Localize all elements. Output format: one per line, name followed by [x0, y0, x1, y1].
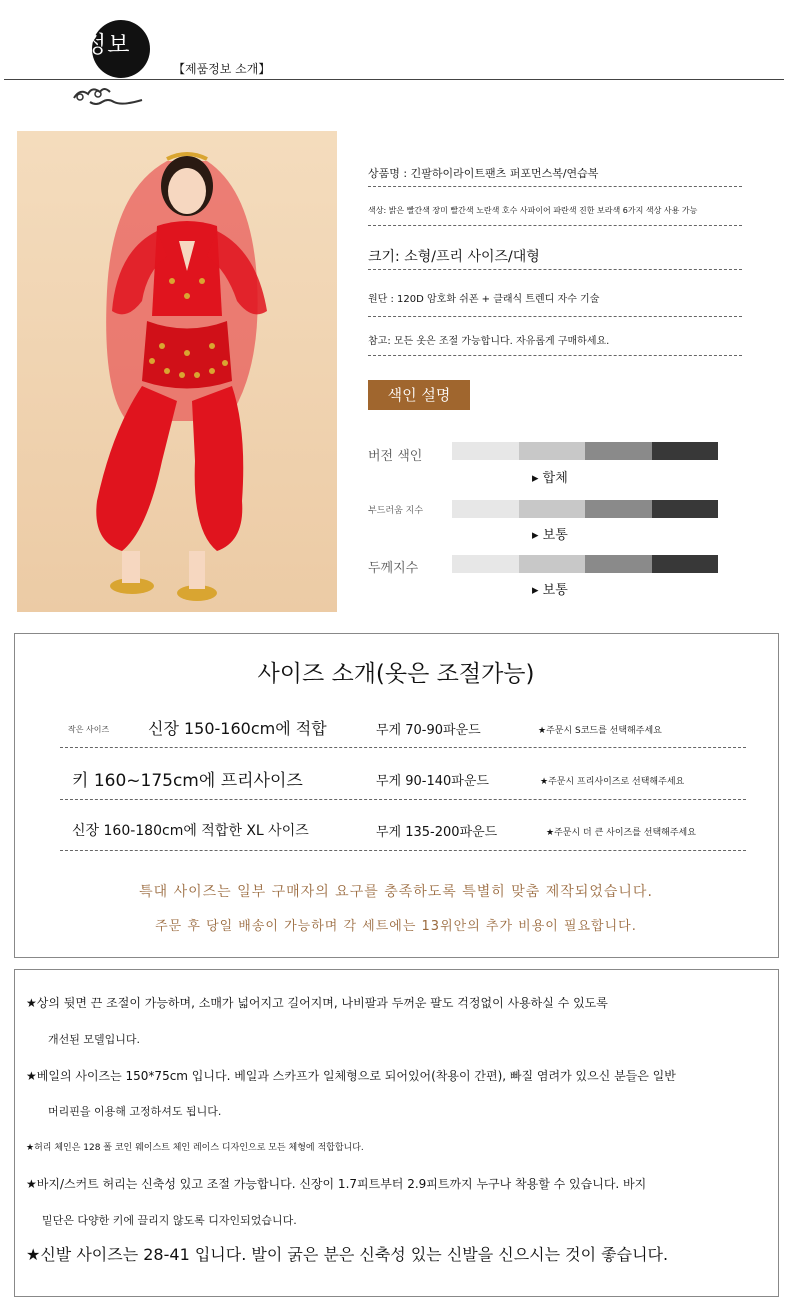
gauge-bar-softness	[452, 500, 718, 518]
spec-colors: 색상: 밝은 빨간색 장미 빨간색 노란색 호수 사파이어 파란색 진한 보라색 6가지 색상 사용 가능	[368, 206, 698, 215]
size-row-tag: 작은 사이즈	[68, 725, 110, 734]
detail-line: 개선된 모델입니다.	[48, 1033, 141, 1046]
spec-name: 상품명 : 긴팔하이라이트팬츠 퍼포먼스복/연습복	[368, 167, 599, 180]
gauge-bar-thickness	[452, 555, 718, 573]
shipping-note: 주문 후 당일 배송이 가능하며 각 세트에는 13위안의 추가 비용이 필요합니다.	[155, 919, 637, 934]
gauge-value-thickness: ▸ 보통	[532, 583, 568, 598]
info-badge-text: 정보	[84, 32, 131, 58]
size-row-note: ★주문시 프리사이즈로 선택해주세요	[540, 777, 685, 787]
gauge-value-version: ▸ 합체	[532, 471, 568, 486]
spec-divider	[368, 269, 742, 270]
gauge-value-softness: ▸ 보통	[532, 528, 568, 543]
section-title: 【제품정보 소개】	[173, 62, 271, 76]
dancer-illustration	[17, 131, 337, 612]
cloud-ornament-icon	[70, 82, 146, 106]
size-row-divider	[60, 850, 746, 851]
gauge-label-softness: 부드러움 지수	[368, 506, 424, 516]
spec-divider	[368, 186, 742, 187]
size-row-height: 신장 160-180cm에 적합한 XL 사이즈	[72, 823, 309, 839]
size-row-weight: 무게 90-140파운드	[376, 774, 489, 789]
size-guide-title: 사이즈 소개(옷은 조절가능)	[257, 661, 535, 687]
gauge-label-version: 버전 색인	[368, 449, 423, 464]
custom-size-note: 특대 사이즈는 일부 구매자의 요구를 충족하도록 특별히 맞춤 제작되었습니다.	[139, 884, 653, 900]
detail-line: ★허리 체인은 128 폴 코인 웨이스트 체인 레이스 디자인으로 모든 체형에 적합합니다.	[26, 1143, 364, 1153]
detail-line: ★바지/스커트 허리는 신축성 있고 조절 가능합니다. 신장이 1.7피트부터 2.9피트까지 누구나 착용할 수 있습니다. 바지	[26, 1177, 647, 1191]
gauge-label-thickness: 두께지수	[368, 561, 419, 576]
spec-size: 크기: 소형/프리 사이즈/대형	[368, 249, 540, 265]
size-row-note: ★주문시 더 큰 사이즈를 선택해주세요	[546, 828, 696, 838]
spec-divider	[368, 225, 742, 226]
detail-line: 밑단은 다양한 키에 끌리지 않도록 디자인되었습니다.	[42, 1214, 297, 1227]
size-row-weight: 무게 135-200파운드	[376, 825, 498, 840]
spec-note: 참고: 모든 옷은 조절 가능합니다. 자유롭게 구매하세요.	[368, 336, 610, 347]
detail-line: 머리핀을 이용해 고정하셔도 됩니다.	[48, 1105, 222, 1118]
product-photo	[17, 131, 337, 612]
gauge-bar-version	[452, 442, 718, 460]
header-divider	[4, 79, 784, 80]
spec-fabric: 원단 : 120D 암호화 쉬폰 + 클래식 트렌디 자수 기술	[368, 294, 600, 305]
size-row-divider	[60, 747, 746, 748]
color-index-button[interactable]: 색인 설명	[368, 380, 470, 410]
size-row-divider	[60, 799, 746, 800]
size-row-height: 신장 150-160cm에 적합	[148, 719, 327, 738]
size-row-weight: 무게 70-90파운드	[376, 723, 481, 738]
spec-divider	[368, 355, 742, 356]
detail-line: ★베일의 사이즈는 150*75cm 입니다. 베일과 스카프가 일체형으로 되어있어(착용이 간편), 빠질 염려가 있으신 분들은 일반	[26, 1069, 676, 1083]
detail-line: ★상의 뒷면 끈 조절이 가능하며, 소매가 넓어지고 길어지며, 나비팔과 두꺼운 팔도 걱정없이 사용하실 수 있도록	[26, 996, 608, 1010]
size-row-height: 키 160~175cm에 프리사이즈	[72, 771, 303, 791]
spec-divider	[368, 316, 742, 317]
detail-line: ★신발 사이즈는 28-41 입니다. 발이 굵은 분은 신축성 있는 신발을 신으시는 것이 좋습니다.	[26, 1245, 669, 1264]
size-row-note: ★주문시 S코드를 선택해주세요	[538, 726, 662, 736]
